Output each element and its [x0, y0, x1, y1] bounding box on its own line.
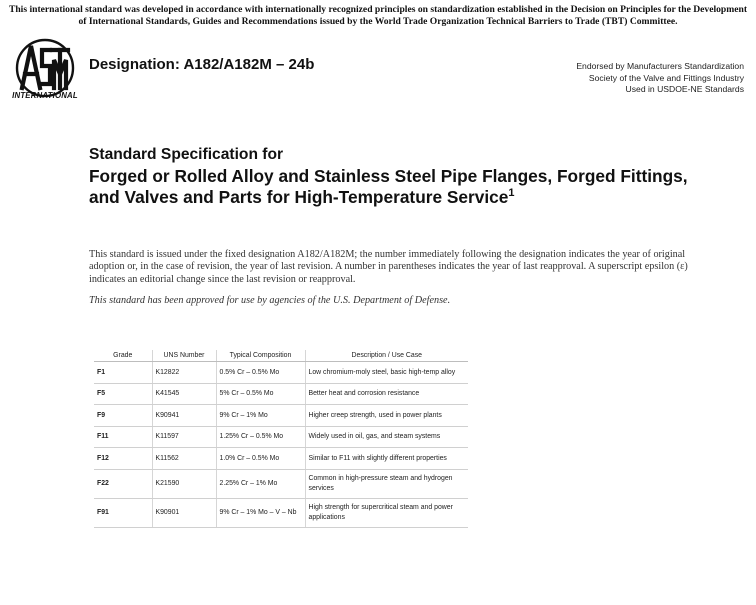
uns-cell: K41545: [152, 383, 216, 405]
composition-cell: 9% Cr – 1% Mo: [216, 405, 305, 427]
table-row: [94, 469, 468, 498]
composition-cell: 1.25% Cr – 0.5% Mo: [216, 426, 305, 448]
document-title: [89, 166, 689, 208]
endorsement-line: Society of the Valve and Fittings Industry: [588, 72, 744, 83]
grades-table: [94, 350, 468, 528]
endorsement-line: Endorsed by Manufacturers Standardization: [576, 61, 744, 71]
table-row: [94, 405, 468, 427]
grade-cell: F12: [94, 448, 152, 470]
table-row: [94, 448, 468, 470]
table-row: [94, 362, 468, 384]
table-row: [94, 498, 468, 527]
column-header-uns: UNS Number: [152, 350, 216, 362]
description-cell: Common in high-pressure steam and hydrogen services: [305, 469, 468, 498]
footnote-mark: 1: [508, 187, 515, 199]
dod-approval-note: This standard has been approved for use by agencies of the U.S. Department of Defense.: [89, 295, 451, 306]
tbt-notice: This international standard was developed in accordance with internationally recognized principles on standardization established in the Decision on Principles for the Development of International Standards, Guides and Recommendations issued by the World Trade Organization Technical Barriers to Trade (TBT) Committee.: [8, 4, 748, 27]
uns-cell: K11562: [152, 448, 216, 470]
endorsement-block: [576, 61, 744, 96]
composition-cell: 1.0% Cr – 0.5% Mo: [216, 448, 305, 470]
title-text: Forged or Rolled Alloy and Stainless Steel Pipe Flanges, Forged Fittings, and Valves and Parts for High-Temperature Service: [89, 166, 688, 207]
uns-cell: K90941: [152, 405, 216, 427]
title-intro: Standard Specification for: [89, 146, 284, 163]
table-row: [94, 383, 468, 405]
grade-cell: F9: [94, 405, 152, 427]
composition-cell: 9% Cr – 1% Mo – V – Nb: [216, 498, 305, 527]
uns-cell: K11597: [152, 426, 216, 448]
endorsement-line: Used in USDOE-NE Standards: [625, 84, 744, 95]
composition-cell: 2.25% Cr – 1% Mo: [216, 469, 305, 498]
uns-cell: K90901: [152, 498, 216, 527]
table-header-row: [94, 350, 468, 362]
grade-cell: F1: [94, 362, 152, 384]
logo-international-text: INTERNATIONAL: [12, 91, 78, 100]
grade-cell: F5: [94, 383, 152, 405]
description-cell: High strength for supercritical steam and power applications: [305, 498, 468, 527]
designation: Designation: A182/A182M – 24b: [89, 56, 315, 73]
description-cell: Higher creep strength, used in power plants: [305, 405, 468, 427]
table-row: [94, 426, 468, 448]
grade-cell: F91: [94, 498, 152, 527]
composition-cell: 0.5% Cr – 0.5% Mo: [216, 362, 305, 384]
issuance-paragraph: This standard is issued under the fixed designation A182/A182M; the number immediately following the designation indicates the year of original adoption or, in the case of revision, the year of last revision. A number in parentheses indicates the year of last reapproval. A superscript epsilon (ε) indicates an editorial change since the last revision or reapproval.: [89, 249, 688, 285]
grade-cell: F11: [94, 426, 152, 448]
description-cell: Similar to F11 with slightly different properties: [305, 448, 468, 470]
grade-cell: F22: [94, 469, 152, 498]
description-cell: Low chromium-moly steel, basic high-temp alloy: [305, 362, 468, 384]
column-header-description: Description / Use Case: [305, 350, 468, 362]
column-header-grade: Grade: [94, 350, 152, 362]
description-cell: Widely used in oil, gas, and steam systems: [305, 426, 468, 448]
uns-cell: K21590: [152, 469, 216, 498]
composition-cell: 5% Cr – 0.5% Mo: [216, 383, 305, 405]
description-cell: Better heat and corrosion resistance: [305, 383, 468, 405]
column-header-composition: Typical Composition: [216, 350, 305, 362]
uns-cell: K12822: [152, 362, 216, 384]
